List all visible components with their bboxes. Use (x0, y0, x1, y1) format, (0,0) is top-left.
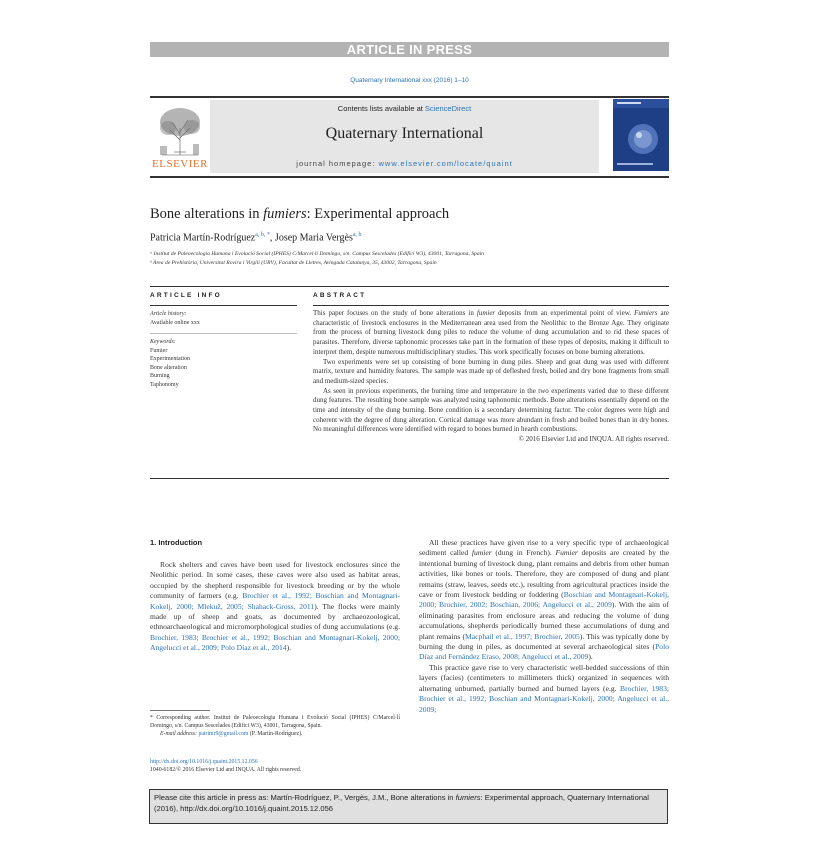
abstract-paragraph: As seen in previous experiments, the burning time and temperature in the two experiments varied due to these different dung features. The resulting bone sample was analyzed using taphonomic methods. Bone alterations essentially depend on the time and intensity of the dung burning. Bone condition is a secondary determining factor. The color degrees were high and coherent with the degree of dung alteration. Cortical damage was more abundant in fresh and boiled bones than in dry bones. No meaningful differences were identified with regard to bones burned in hearth combustions. (313, 386, 669, 434)
author-list (150, 232, 362, 243)
keyword: Bone alteration (150, 364, 187, 371)
keyword: Burning (150, 373, 170, 380)
text-run: deposits are created by the intentional burning of livestock dung, plant remains and debris from other human activities, like bones or tools. Therefore, they are composed of dung and plant remains (straw, leaves, seeds etc.), resulting from agricultural practices inside the cave or from livestock bedding or foddering ( (419, 548, 670, 600)
article-history (150, 310, 297, 327)
keywords-block (150, 338, 297, 390)
abstract-column-rule (313, 305, 669, 306)
footnote-block (150, 714, 400, 738)
footnote-rule (150, 710, 210, 711)
email-note (150, 730, 400, 738)
reference-link[interactable]: Brochier, 1983; Brochier et al., 1992; Boschian and Montagnari-Kokelj, 2000; Angelucci et al., 2009; (419, 683, 669, 714)
corresponding-author-note: * Corresponding author. Institut de Paleoecologia Humana i Evolució Social (IPHES) C/Marcel·lí Domingo, s/n. Campus Sescelades (Edifici W3), 43001, Tarragona, Spain. (150, 715, 400, 729)
email-link[interactable]: patrimr9@gmail.com (198, 731, 249, 737)
body-paragraph (419, 538, 669, 663)
keyword: Taphonomy (150, 381, 179, 388)
contents-line (210, 104, 599, 113)
text-run: ). (588, 652, 593, 662)
text-run: deposits from an experimental point of view. (495, 309, 635, 317)
italic-run: Fumier (555, 548, 578, 558)
abstract-paragraph: Two experiments were set up consisting of bone burning in dung piles. Sheep and goat dung was used with different matrix, texture and humidity features. The sample was made up of defleshed fresh, boiled and dry bone fragments from small and medium-sized species. (313, 357, 669, 385)
abstract-bottom-rule (150, 478, 669, 479)
journal-title: Quaternary International (325, 125, 484, 142)
text-run: This practice gave rise to very characteristic well-bedded successions of thin layers (facies) (centimeters to millimeters thick) organized in sequences with alternating unburned, partially burned and burned layers (e.g. (419, 662, 669, 693)
italic-run: fumier (476, 309, 496, 317)
journal-homepage-line (210, 159, 599, 168)
italic-run: Fumiers (634, 309, 658, 317)
abstract-heading: ABSTRACT (313, 292, 367, 299)
text-run: Please cite this article in press as: Martín-Rodríguez, P., Vergès, J.M., Bone alterations in (154, 793, 456, 802)
text-run: ). This was typically done by burning the dung in piles, as documented at several archaeological sites ( (419, 631, 669, 652)
abstract-body (313, 309, 669, 445)
keyword: Experimentation (150, 356, 190, 363)
doi-link[interactable]: http://dx.doi.org/10.1016/j.quaint.2015.12.056 (150, 759, 258, 765)
affiliation-b: ᵇ Àrea de Prehistòria, Universitat Rovira i Virgili (URV), Facultat de Lletres, Avinguda Catalunya, 35, 43002, Tarragona, Spain (150, 260, 437, 266)
keywords-label: Keywords: (150, 339, 176, 345)
intro-right-column (419, 538, 669, 715)
article-info-heading: ARTICLE INFO (150, 292, 222, 299)
journal-cover-thumbnail (613, 99, 669, 171)
text-run: ). With the aim of eliminating parasites from enclosure areas and reducing the volume of dung accumulations, shepherds periodically burned these accumulations of dung and plant remains ( (419, 600, 669, 641)
keyword: Fumier (150, 347, 168, 354)
author-name[interactable]: Patricia Martín-Rodríguez (150, 232, 256, 244)
copyright-line: © 2016 Elsevier Ltd and INQUA. All rights reserved. (518, 435, 669, 444)
email-label: E-mail address: (160, 731, 199, 737)
text-run: : Experimental approach, Quaternary International (2016), http://dx.doi.org/10.1016/j.quaint.2015.12.056 (154, 793, 649, 813)
history-label: Article history: (150, 311, 187, 317)
text-run: Rock shelters and caves have been used for livestock enclosures since the Neolithic period. In some cases, these caves were also used as habitat areas, occupied by the shepherd responsible for livestock breeding or by the whole community of farmers (e.g. (150, 560, 400, 601)
introduction-heading: 1. Introduction (150, 538, 203, 547)
author-separator: , (269, 232, 275, 244)
body-paragraph (150, 560, 400, 654)
author-name[interactable]: Josep Maria Vergès (274, 232, 353, 244)
elsevier-wordmark: ELSEVIER (152, 158, 208, 170)
reference-link[interactable]: Boschian and Montagnari-Kokelj, 2000; Brochier, 2002; Boschian, 2006; Angelucci et al., 2009 (419, 590, 670, 610)
history-value: Available online xxx (150, 319, 200, 326)
contents-prefix: Contents lists available at (337, 104, 425, 113)
title-part: : Experimental approach (306, 206, 450, 222)
italic-run: fumier (471, 548, 492, 558)
text-run: ). The flocks were mainly made up of sheep and goats, as documented by archaeozoological, ethnoarchaeological and micromorphological studies of dung accumulations (e.g. (150, 601, 401, 632)
cite-this-article-box (149, 789, 668, 824)
text-run: All these practices have given rise to a very specific type of archaeological sediment called (419, 538, 669, 558)
text-run: (dung in French). (491, 548, 556, 558)
info-top-rule (150, 286, 669, 287)
header-top-rule (150, 96, 669, 98)
reference-link[interactable]: Brochier et al., 1992; Boschian and Montagnari-Kokelj, 2000; Mlekuž, 2005; Shahack-Gross, 2011 (150, 591, 400, 611)
header-bottom-rule (150, 176, 669, 178)
text-run: This paper focuses on the study of bone alterations in (313, 309, 477, 317)
title-part: Bone alterations in (150, 206, 264, 222)
reference-link[interactable]: Brochier, 1983; Brochier et al., 1992; Boschian and Montagnari-Kokelj, 2000; Angelucci et al., 2009; Polo Díaz et al., 2014 (150, 632, 400, 653)
journal-citation-line[interactable]: Quaternary International xxx (2016) 1–10 (350, 77, 469, 84)
reference-link[interactable]: Macphail et al., 1997; Brochier, 2005 (465, 631, 580, 641)
body-paragraph (419, 663, 669, 715)
article-title (150, 206, 449, 223)
issn-line: 1040-6182/© 2016 Elsevier Ltd and INQUA. All rights reserved. (150, 767, 302, 773)
keywords-divider (150, 333, 297, 334)
email-suffix: (P. Martín-Rodríguez). (248, 731, 303, 737)
homepage-prefix: journal homepage: (296, 159, 379, 168)
text-run: are characteristic of livestock enclosures in the Mediterranean area used from the Neolithic to the Bronze Age. They originate from the process of burning livestock dung piles to reduce the volume of dung accumulation and to rid these spaces of parasites. Therefore, diverse taphonomic processes take part in the formation of these types of deposits, making it difficult to interpret them, despite numerous multidisciplinary studies. This work specifically focuses on bone burning alterations. (313, 309, 669, 356)
info-column-rule (150, 305, 297, 306)
abstract-paragraph (313, 309, 669, 358)
title-italic-part: fumiers (263, 206, 307, 222)
article-in-press-banner: ARTICLE IN PRESS (150, 42, 669, 57)
author-affiliation-marker[interactable]: a, b (352, 232, 362, 238)
intro-left-column (150, 560, 400, 654)
text-run: ). (286, 643, 292, 653)
sciencedirect-link[interactable]: ScienceDirect (424, 104, 472, 113)
reference-link[interactable]: Polo Díaz and Fernández Eraso, 2008; Angelucci et al., 2009 (419, 642, 669, 662)
author-affiliation-marker[interactable]: a, b, * (255, 232, 270, 238)
doi-block (150, 758, 400, 774)
italic-run: fumiers (455, 793, 481, 802)
homepage-link[interactable]: www.elsevier.com/locate/quaint (378, 159, 513, 168)
affiliation-a: ᵃ Institut de Paleoecologia Humana i Evolució Social (IPHES) C/Marcel·lí Domingo, s/n. Campus Sescelades (Edifici W3), 43001, Tarragona, Spain (150, 251, 484, 257)
